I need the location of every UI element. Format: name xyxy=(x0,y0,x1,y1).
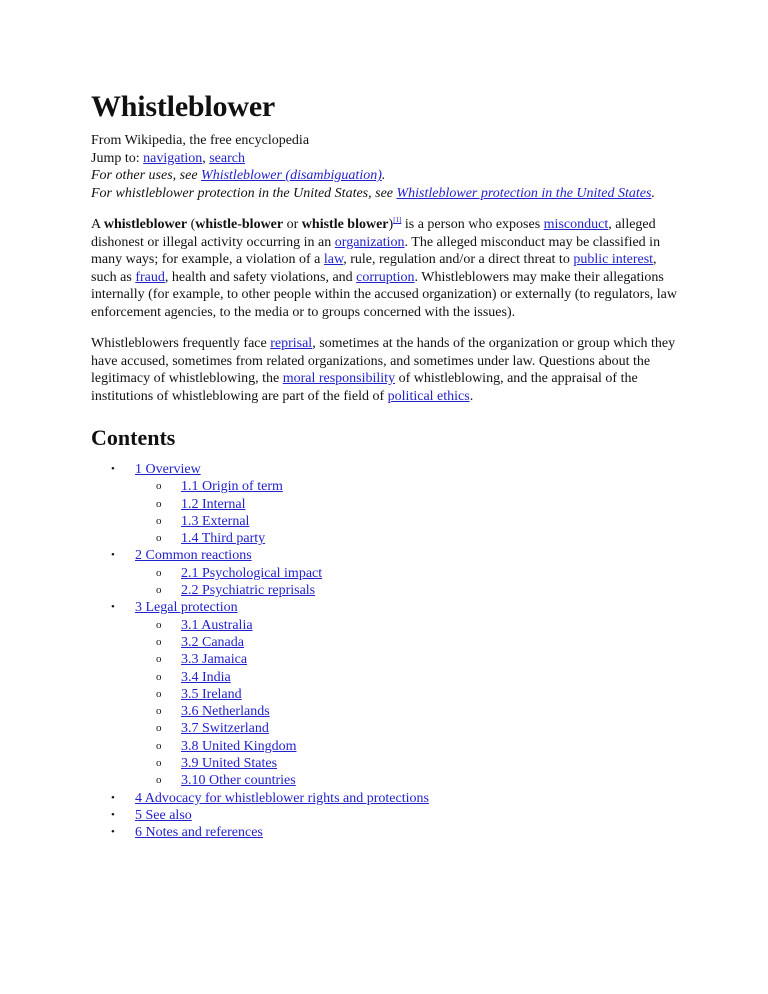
circle-bullet-icon: o xyxy=(156,635,162,648)
toc-item xyxy=(91,669,681,686)
political-ethics-link[interactable]: political ethics xyxy=(387,388,470,404)
bullet-icon: • xyxy=(111,463,115,475)
text: , sometimes at the hands of the organization or group which they have accused, sometimes from related organizations, and sometimes under law. Questions about the legitimacy of whistleblowing, the xyxy=(91,336,676,386)
toc-item xyxy=(91,651,681,668)
toc-item xyxy=(91,547,681,564)
law-link[interactable]: law xyxy=(323,252,344,267)
toc-item xyxy=(91,582,681,599)
toc-item xyxy=(91,513,681,530)
term-whistle-blower-spaced: whistle blower xyxy=(301,217,389,232)
jump-prefix: Jump to: xyxy=(91,150,144,166)
text: , rule, regulation and/or a direct threat to xyxy=(343,252,574,267)
organization-link[interactable]: organization xyxy=(334,234,405,250)
hatnote-us-protection xyxy=(91,185,681,203)
toc-item xyxy=(91,634,681,651)
reference-1-link[interactable]: [1] xyxy=(393,216,402,224)
toc-item xyxy=(91,686,681,703)
text: of whistleblowing, and the appraisal of the institutions of whistleblowing are part of the field of xyxy=(91,371,638,404)
bullet-icon: • xyxy=(111,791,115,804)
circle-bullet-icon: o xyxy=(156,670,162,683)
page-title: Whistleblower xyxy=(91,90,276,123)
toc-item xyxy=(91,617,681,634)
text: Whistleblowers frequently face xyxy=(91,336,271,351)
hatnote-prefix: For whistleblower protection in the United States, see xyxy=(91,185,397,201)
circle-bullet-icon: o xyxy=(156,653,162,666)
bullet-icon: • xyxy=(111,808,115,821)
toc-link[interactable]: 3.8 United Kingdom xyxy=(181,738,297,754)
text: , such as xyxy=(91,252,657,285)
toc-link[interactable]: 3.3 Jamaica xyxy=(181,652,248,668)
tagline: From Wikipedia, the free encyclopedia xyxy=(91,133,310,148)
text: , health and safety violations, and xyxy=(164,269,357,285)
toc-link[interactable]: 2.2 Psychiatric reprisals xyxy=(181,583,316,599)
toc-link[interactable]: 1.4 Third party xyxy=(181,531,266,547)
circle-bullet-icon: o xyxy=(156,584,162,597)
reprisal-paragraph xyxy=(91,335,681,405)
toc-item xyxy=(91,738,681,755)
toc-link[interactable]: 1.3 External xyxy=(181,513,250,529)
toc-link[interactable]: 4 Advocacy for whistleblower rights and protections xyxy=(135,790,429,806)
toc-link[interactable]: 3.7 Switzerland xyxy=(181,721,269,737)
toc-item xyxy=(91,496,681,513)
toc-item xyxy=(91,478,681,495)
circle-bullet-icon: o xyxy=(156,722,162,735)
toc-link[interactable]: 3.10 Other countries xyxy=(181,773,296,789)
term-whistleblower: whistleblower xyxy=(103,217,188,232)
jump-separator: , xyxy=(202,150,210,166)
hatnote-prefix: For other uses, see xyxy=(91,168,202,183)
toc-link[interactable]: 3.4 India xyxy=(181,669,231,685)
corruption-link[interactable]: corruption xyxy=(356,269,415,285)
toc-item xyxy=(91,790,681,807)
toc-link[interactable]: 3.1 Australia xyxy=(181,617,253,633)
toc-link[interactable]: 3.6 Netherlands xyxy=(181,704,270,720)
bullet-icon: • xyxy=(111,549,115,562)
toc-link[interactable]: 6 Notes and references xyxy=(135,825,263,841)
article xyxy=(91,90,681,842)
hatnote-disambiguation xyxy=(91,167,681,185)
circle-bullet-icon: o xyxy=(156,687,162,700)
circle-bullet-icon: o xyxy=(156,532,162,545)
table-of-contents xyxy=(91,461,681,842)
text: is a person who exposes xyxy=(401,217,544,232)
toc-item xyxy=(91,720,681,737)
circle-bullet-icon: o xyxy=(156,566,162,579)
disambiguation-link[interactable]: Whistleblower (disambiguation) xyxy=(201,168,382,183)
circle-bullet-icon: o xyxy=(156,705,162,718)
circle-bullet-icon: o xyxy=(156,774,162,787)
toc-item xyxy=(91,565,681,582)
fraud-link[interactable]: fraud xyxy=(135,269,165,285)
misconduct-link[interactable]: misconduct xyxy=(543,217,609,232)
toc-item xyxy=(91,755,681,772)
circle-bullet-icon: o xyxy=(156,497,162,510)
intro-paragraph xyxy=(91,216,681,321)
toc-item xyxy=(91,703,681,720)
toc-link[interactable]: 1.1 Origin of term xyxy=(181,479,283,495)
search-link[interactable]: search xyxy=(209,150,245,166)
hatnote-suffix: . xyxy=(651,185,655,201)
toc-item xyxy=(91,807,681,824)
moral-responsibility-link[interactable]: moral responsibility xyxy=(282,371,396,386)
contents-heading: Contents xyxy=(91,425,176,450)
text: ( xyxy=(187,217,196,232)
toc-link[interactable]: 3.2 Canada xyxy=(181,634,244,650)
text: . The alleged misconduct may be classified in many ways; for example, a violation of a xyxy=(91,234,661,267)
toc-link[interactable]: 1 Overview xyxy=(135,462,201,477)
toc-item xyxy=(91,772,681,789)
toc-link[interactable]: 5 See also xyxy=(135,807,192,823)
navigation-link[interactable]: navigation xyxy=(143,150,203,166)
toc-link[interactable]: 3.5 Ireland xyxy=(181,686,242,702)
reprisal-link[interactable]: reprisal xyxy=(270,336,313,351)
toc-item xyxy=(91,530,681,547)
text: ) xyxy=(388,217,394,232)
toc-link[interactable]: 3.9 United States xyxy=(181,756,278,772)
hatnote-suffix: . xyxy=(381,168,386,183)
toc-link[interactable]: 1.2 Internal xyxy=(181,496,246,512)
public-interest-link[interactable]: public interest xyxy=(573,252,654,267)
term-whistle-blower: whistle-blower xyxy=(195,217,284,232)
toc-link[interactable]: 3 Legal protection xyxy=(135,600,238,616)
jump-links xyxy=(91,150,681,168)
circle-bullet-icon: o xyxy=(156,480,162,493)
circle-bullet-icon: o xyxy=(156,618,162,631)
circle-bullet-icon: o xyxy=(156,514,162,527)
toc-link[interactable]: 2 Common reactions xyxy=(135,548,252,564)
toc-item xyxy=(91,599,681,616)
toc-item xyxy=(91,824,681,841)
text: A xyxy=(91,217,104,232)
bullet-icon: • xyxy=(111,601,115,614)
text: . xyxy=(469,388,474,404)
toc-item xyxy=(91,461,681,478)
text: or xyxy=(283,217,302,232)
circle-bullet-icon: o xyxy=(156,757,162,770)
text: . Whistleblowers may make their allegations internally (for example, to other people within the accused organization) or externally (to regulators, law enforcement agencies, to the media or to groups concerned with the issues). xyxy=(91,269,677,320)
us-protection-link[interactable]: Whistleblower protection in the United States xyxy=(396,185,652,201)
toc-link[interactable]: 2.1 Psychological impact xyxy=(181,565,323,581)
circle-bullet-icon: o xyxy=(156,739,162,752)
bullet-icon: • xyxy=(111,826,115,839)
text: , alleged dishonest or illegal activity occurring in an xyxy=(91,217,656,250)
